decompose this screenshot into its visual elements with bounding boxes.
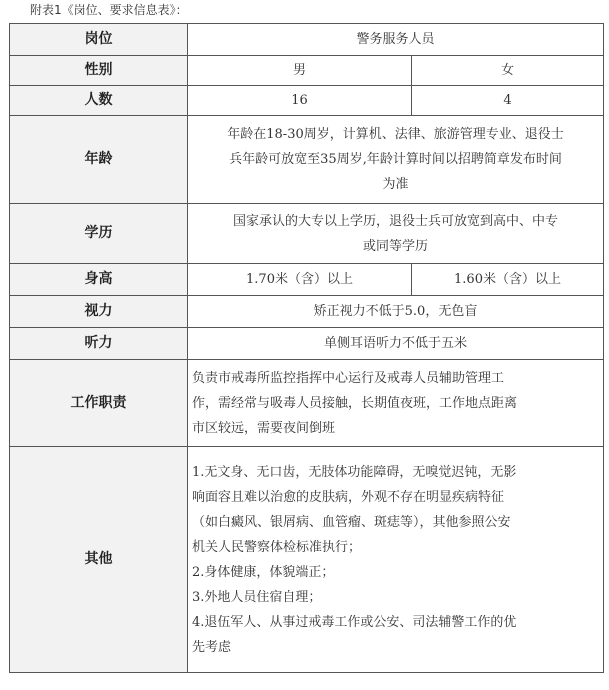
value-duty	[188, 360, 604, 447]
label-count: 人数	[10, 86, 188, 116]
other-line: 2.身体健康，体貌端正；	[192, 564, 335, 580]
row-vision	[10, 296, 604, 328]
value-other	[188, 447, 604, 673]
education-line: 国家承认的大专以上学历，退役士兵可放宽到高中、中专	[233, 213, 559, 229]
value-age	[188, 116, 604, 204]
label-height: 身高	[10, 264, 188, 296]
label-hearing: 听力	[10, 328, 188, 360]
other-line: 响面容且难以治愈的皮肤病，外观不存在明显疾病特征	[192, 489, 505, 505]
label-age: 年龄	[10, 116, 188, 204]
value-count-female: 4	[412, 86, 604, 116]
duty-line: 负责市戒毒所监控指挥中心运行及戒毒人员辅助管理工	[192, 370, 505, 386]
value-count-male: 16	[188, 86, 412, 116]
table-caption: 附表1《岗位、要求信息表》：	[30, 3, 188, 17]
other-line: （如白癜风、银屑病、血管瘤、斑痣等），其他参照公安	[192, 514, 511, 530]
label-other: 其他	[10, 447, 188, 673]
other-line: 机关人民警察体检标准执行；	[192, 539, 362, 555]
row-hearing	[10, 328, 604, 360]
row-post	[10, 24, 604, 56]
age-line: 为准	[382, 177, 409, 192]
value-post: 警务服务人员	[188, 24, 604, 56]
row-height	[10, 264, 604, 296]
age-line: 年龄在18-30周岁，计算机、法律、旅游管理专业、退役士	[227, 127, 564, 142]
value-hearing: 单侧耳语听力不低于五米	[188, 328, 604, 360]
label-gender: 性别	[10, 56, 188, 86]
duty-line: 作，需经常与吸毒人员接触，长期值夜班，工作地点距离	[192, 395, 518, 411]
age-line: 兵年龄可放宽至35周岁,年龄计算时间以招聘简章发布时间	[229, 152, 562, 167]
other-line: 4.退伍军人、从事过戒毒工作或公安、司法辅警工作的优	[192, 614, 517, 630]
other-line: 3.外地人员住宿自理；	[192, 589, 322, 605]
label-duty: 工作职责	[10, 360, 188, 447]
value-height-male: 1.70米（含）以上	[188, 264, 412, 296]
education-line: 或同等学历	[363, 238, 429, 254]
label-education: 学历	[10, 204, 188, 264]
row-age	[10, 116, 604, 204]
value-gender-female: 女	[412, 56, 604, 86]
other-line: 先考虑	[192, 639, 232, 655]
row-other	[10, 447, 604, 673]
row-education	[10, 204, 604, 264]
other-line: 1.无文身、无口齿，无肢体功能障碍，无嗅觉迟钝，无影	[192, 464, 517, 480]
value-vision: 矫正视力不低于5.0，无色盲	[188, 296, 604, 328]
row-gender	[10, 56, 604, 86]
value-education	[188, 204, 604, 264]
label-post: 岗位	[10, 24, 188, 56]
requirements-table	[9, 23, 604, 673]
value-gender-male: 男	[188, 56, 412, 86]
row-count	[10, 86, 604, 116]
duty-line: 市区较远，需要夜间倒班	[192, 420, 336, 436]
row-duty	[10, 360, 604, 447]
value-height-female: 1.60米（含）以上	[412, 264, 604, 296]
label-vision: 视力	[10, 296, 188, 328]
